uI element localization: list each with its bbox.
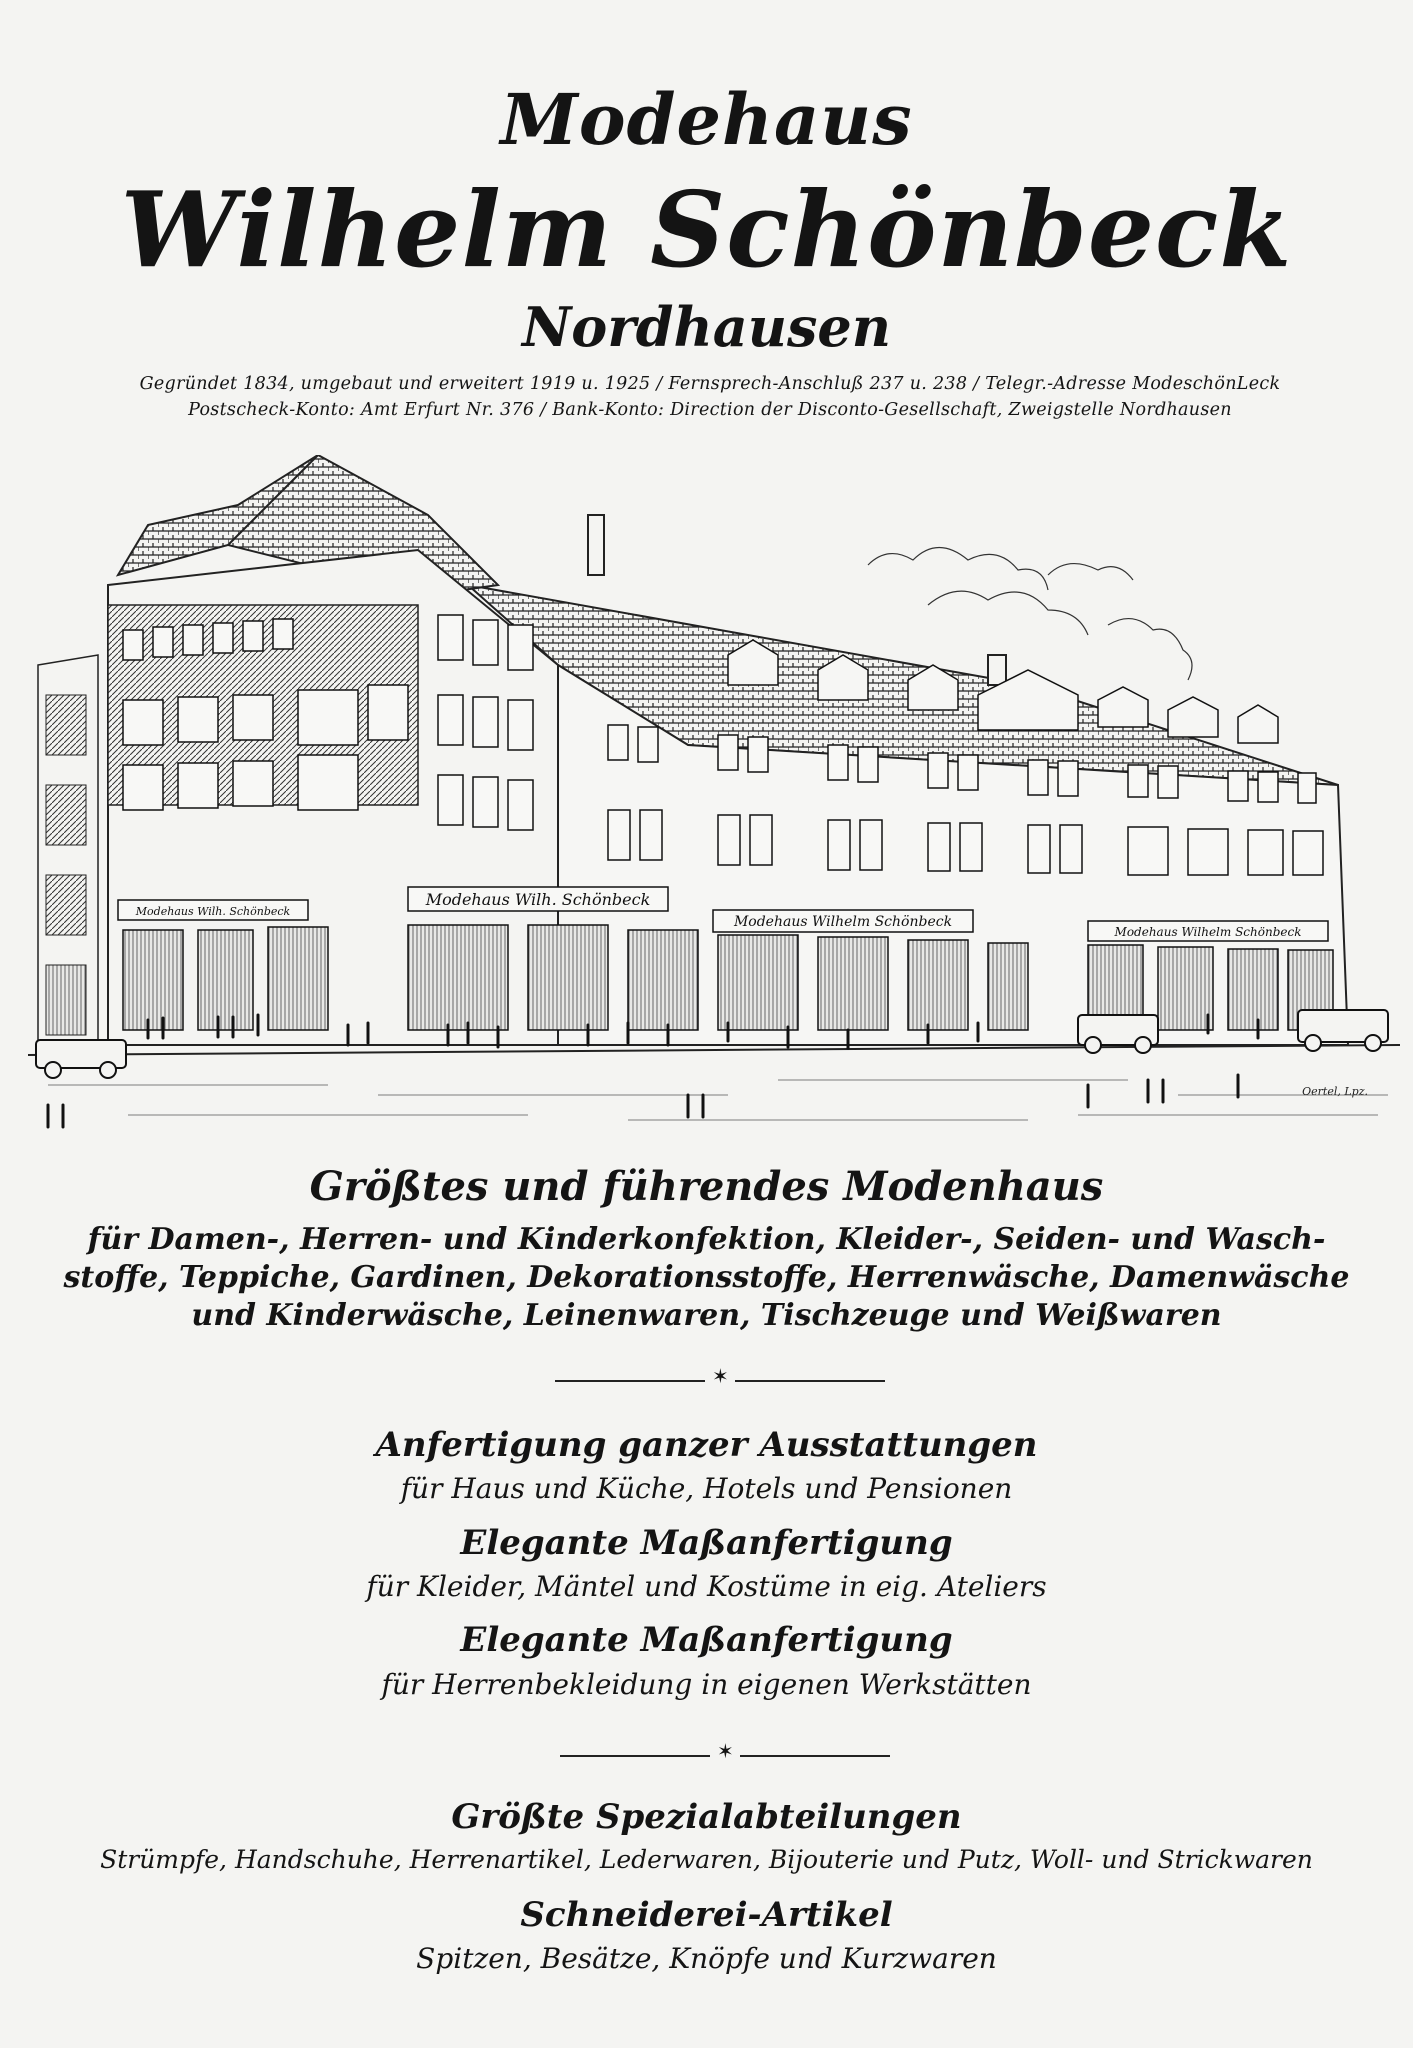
kicker-title: Modehaus <box>500 78 913 161</box>
sign-left: Modehaus Wilh. Schönbeck <box>135 905 291 918</box>
section2-sub2: für Kleider, Mäntel und Kostüme in eig. Ateliers <box>366 1570 1047 1603</box>
section2-heading1: Anfertigung ganzer Ausstattungen <box>375 1425 1038 1465</box>
section1-line2: stoffe, Teppiche, Gardinen, Dekorationsstoffe, Herrenwäsche, Damenwäsche <box>63 1260 1350 1295</box>
bank-info: Postscheck-Konto: Amt Erfurt Nr. 376 / Bank-Konto: Direction der Disconto-Gesellschaft, Zweigstelle Nordhausen <box>188 400 1232 420</box>
company-name: Wilhelm Schönbeck <box>120 168 1293 291</box>
section3-heading2: Schneiderei-Artikel <box>520 1895 893 1935</box>
section3-heading1: Größte Spezialabteilungen <box>451 1797 962 1837</box>
section2-heading2: Elegante Maßanfertigung <box>460 1523 953 1563</box>
section3-sub2: Spitzen, Besätze, Knöpfe und Kurzwaren <box>416 1942 997 1975</box>
divider-2 <box>560 1739 890 1765</box>
section2-sub3: für Herrenbekleidung in eigenen Werkstätten <box>381 1668 1032 1701</box>
section1-heading: Größtes und führendes Modenhaus <box>309 1163 1104 1210</box>
sign-main: Modehaus Wilh. Schönbeck <box>425 890 651 909</box>
section2-sub1: für Haus und Küche, Hotels und Pensionen <box>400 1472 1013 1505</box>
divider-star-icon: ✶ <box>717 1739 734 1763</box>
clouds <box>868 548 1192 681</box>
section1-line1: für Damen-, Herren- und Kinderkonfektion, Kleider-, Seiden- und Wasch- <box>87 1222 1326 1257</box>
neighbor-building-left <box>38 655 98 1050</box>
section1-line3: und Kinderwäsche, Leinenwaren, Tischzeuge und Weißwaren <box>191 1298 1222 1333</box>
section2-heading3: Elegante Maßanfertigung <box>460 1620 953 1660</box>
street-hatching <box>48 1080 1388 1120</box>
section3-sub1: Strümpfe, Handschuhe, Herrenartikel, Lederwaren, Bijouterie und Putz, Woll- und Strickwaren <box>100 1845 1313 1874</box>
city-name: Nordhausen <box>521 295 892 359</box>
artist-signature: Oertel, Lpz. <box>1302 1085 1368 1098</box>
divider-star-icon: ✶ <box>712 1364 729 1388</box>
store-building-illustration <box>28 455 1400 1135</box>
divider-1 <box>555 1364 885 1390</box>
founding-info: Gegründet 1834, umgebaut und erweitert 1919 u. 1925 / Fernsprech-Anschluß 237 u. 238 / Telegr.-Adresse ModeschönLeck <box>139 374 1281 394</box>
sign-middle: Modehaus Wilhelm Schönbeck <box>733 914 953 930</box>
sign-right: Modehaus Wilhelm Schönbeck <box>1114 925 1302 939</box>
